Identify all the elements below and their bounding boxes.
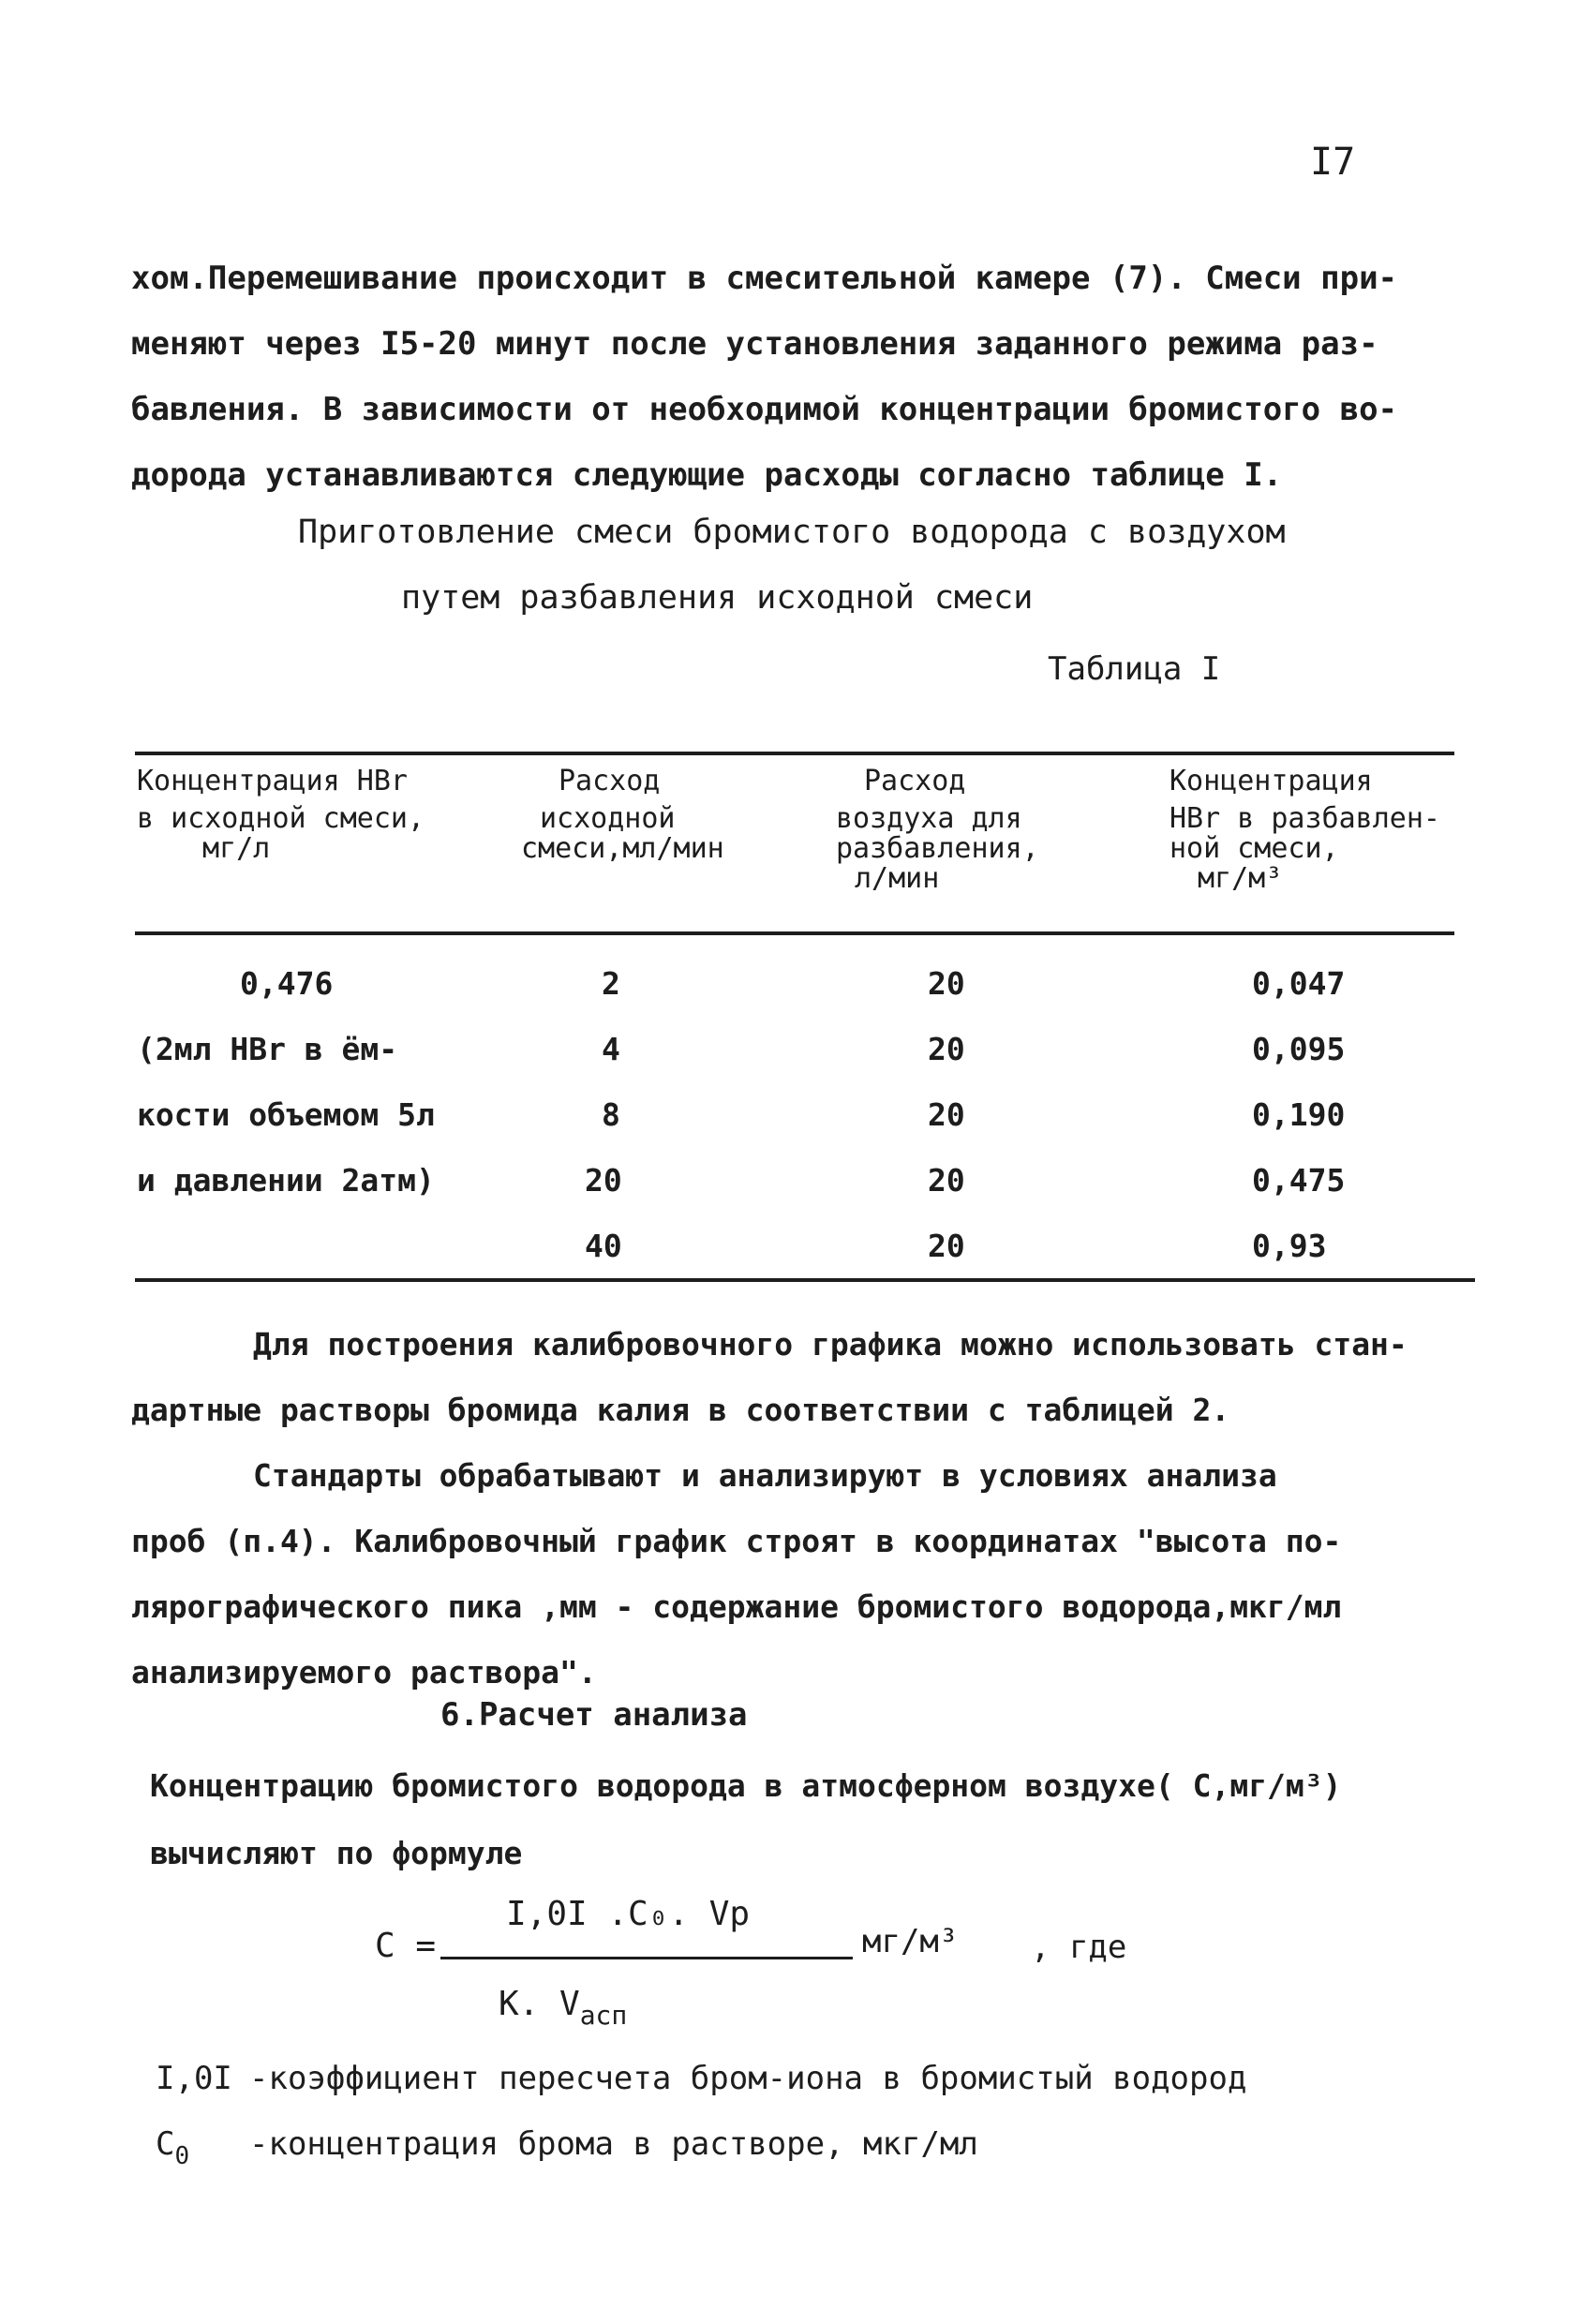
definition-text: -концентрация брома в растворе, мкг/мл (249, 2125, 978, 2163)
definition-item (156, 2060, 1247, 2097)
table-cell: 20 (928, 965, 965, 1002)
definition-item (156, 2125, 978, 2170)
table-cell: и давлении 2атм) (137, 1162, 435, 1199)
formula-lhs: С = (375, 1927, 437, 1965)
definition-symbol: I,0I (156, 2060, 232, 2097)
table-cell: 20 (928, 1031, 965, 1067)
text-line: бавления. В зависимости от необходимой концентрации бромистого во- (131, 391, 1398, 428)
formula-numerator: I,0I .C₀. Vр (506, 1895, 751, 1933)
table-cell: 2 (602, 965, 620, 1002)
table-cell: кости объемом 5л (137, 1096, 435, 1133)
definition-text: -коэффициент пересчета бром-иона в бромистый водород (249, 2060, 1247, 2097)
table-caption-line2: путем разбавления исходной смеси (401, 579, 1034, 617)
table-cell: 20 (928, 1162, 965, 1199)
table-cell: 20 (585, 1162, 622, 1199)
text-line: дорода устанавливаются следующие расходы согласно таблице I. (131, 456, 1283, 494)
table-cell: 4 (602, 1031, 620, 1067)
table-cell: 0,475 (1252, 1162, 1346, 1199)
table-header-rule (135, 931, 1454, 935)
text-line: Концентрацию бромистого водорода в атмосферном воздухе( С,мг/м³) (150, 1767, 1342, 1804)
text-line: лярографического пика ,мм - содержание бромистого водорода,мкг/мл (131, 1588, 1342, 1625)
table-cell: (2мл HBr в ём- (137, 1031, 398, 1067)
table-cell: 20 (928, 1096, 965, 1133)
text-line: хом.Перемешивание происходит в смесительной камере (7). Смеси при- (131, 260, 1398, 297)
formula-where: , где (1031, 1929, 1127, 1966)
formula-unit: мг/м³ (862, 1923, 959, 1960)
table-cell: 20 (928, 1228, 965, 1264)
text-line: Стандарты обрабатывают и анализируют в условиях анализа (253, 1457, 1277, 1494)
text-line: меняют через I5-20 минут после установления заданного режима раз- (131, 325, 1378, 363)
table-cell: 0,476 (240, 965, 334, 1002)
header-cell-initial-concentration: Концентрация HBr в исходной смеси, мг/л (137, 765, 425, 865)
formula-fraction-bar (440, 1957, 853, 1959)
text-line: вычисляют по формуле (150, 1835, 523, 1871)
table-cell: 0,047 (1252, 965, 1346, 1002)
formula-denominator: К. $V_{асп}$ (499, 1985, 628, 2031)
header-cell-diluted-concentration: Концентрация HBr в разбавлен- ной смеси, мг/м³ (1169, 765, 1440, 895)
text-line: Для построения калибровочного графика можно использовать стан- (253, 1326, 1408, 1363)
definition-symbol: С (156, 2125, 175, 2163)
table-cell: 40 (585, 1228, 622, 1264)
text-line: анализируемого раствора". (131, 1654, 597, 1691)
table-top-rule (135, 752, 1454, 755)
table-cell: 8 (602, 1096, 620, 1133)
text-line: дартные растворы бромида калия в соответствии с таблицей 2. (131, 1392, 1230, 1428)
table-cell: 0,93 (1252, 1228, 1327, 1264)
calculation-intro (150, 1752, 1342, 1887)
table-bottom-rule (135, 1278, 1475, 1282)
intro-paragraph (131, 246, 1499, 508)
section-title: 6.Расчет анализа (440, 1696, 748, 1734)
table-label: Таблица I (1048, 650, 1221, 688)
definition-symbol-subscript: 0 (174, 2142, 190, 2170)
table-caption-line1: Приготовление смеси бромистого водорода с воздухом (298, 514, 1286, 551)
table-cell: 0,095 (1252, 1031, 1346, 1067)
page-number: I7 (1310, 141, 1356, 184)
text-line: проб (п.4). Калибровочный график строят в координатах "высота по- (131, 1523, 1342, 1559)
calibration-paragraph (131, 1312, 1509, 1706)
table-cell: 0,190 (1252, 1096, 1346, 1133)
header-cell-air-flow: Расход воздуха для разбавления, л/мин (836, 765, 1039, 895)
header-cell-mixture-flow: Расход исходной смеси,мл/мин (521, 765, 724, 865)
